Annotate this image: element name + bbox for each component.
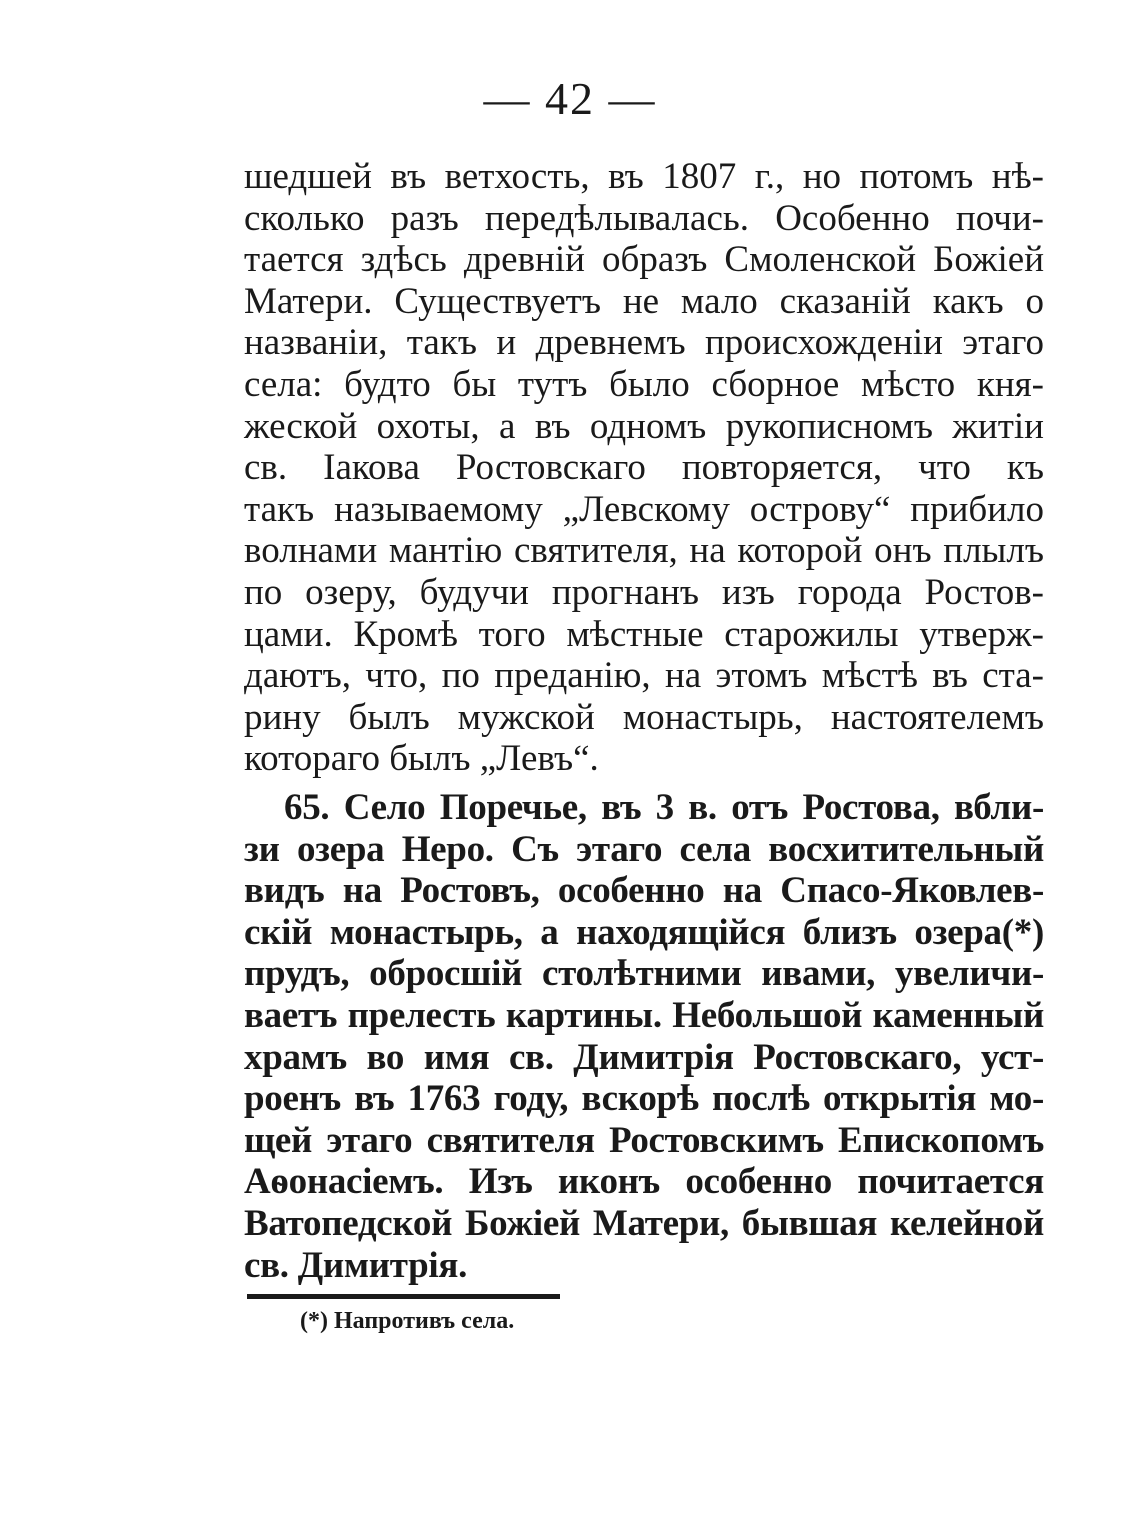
text-line: роенъ въ 1763 году, вскорѣ послѣ открытія мо-: [244, 1078, 1044, 1120]
text-line: даютъ, что, по преданію, на этомъ мѣстѣ въ ста-: [244, 655, 1044, 697]
text-line: шедшей въ ветхость, въ 1807 г., но потомъ нѣ-: [244, 156, 1044, 197]
text-line: такъ называемому „Левскому острову“ прибило: [244, 488, 1044, 530]
text-line: волнами мантію святителя, на которой онъ плылъ: [244, 530, 1044, 572]
text-line: сколько разъ передѣлывалась. Особенно почи-: [244, 197, 1044, 239]
footnote: (*) Напротивъ села.: [300, 1308, 515, 1334]
text-line: цами. Кромѣ того мѣстные старожилы утверж-: [244, 613, 1044, 655]
text-line: св. Димитрія.: [244, 1244, 468, 1286]
text-line: рину былъ мужской монастырь, настоятелемъ: [244, 696, 1044, 738]
footnote-separator: [247, 1294, 560, 1299]
text-line: Матери. Существуетъ не мало сказаній какъ о: [244, 280, 1044, 322]
text-line: зи озера Неро. Съ этаго села восхитительный: [244, 828, 1044, 870]
text-line: по озеру, будучи прогнанъ изъ города Ростов-: [244, 571, 1044, 613]
text-line: щей этаго святителя Ростовскимъ Епископомъ: [244, 1119, 1044, 1161]
text-line: тается здѣсь древній образъ Смоленской Божіей: [244, 239, 1044, 281]
text-line: видъ на Ростовъ, особенно на Спасо-Яковлев-: [244, 870, 1044, 912]
text-line: скій монастырь, а находящійся близъ озера(*): [244, 911, 1044, 953]
text-line: ваетъ прелесть картины. Небольшой каменный: [244, 994, 1044, 1036]
text-line: Ватопедской Божіей Матери, бывшая келейной: [244, 1202, 1044, 1244]
text-line: котораго былъ „Левъ“.: [244, 738, 599, 780]
page-number: — 42 —: [483, 73, 657, 124]
text-line: св. Іакова Ростовскаго повторяется, что къ: [244, 447, 1044, 489]
text-line: села: будто бы тутъ было сборное мѣсто кня-: [244, 363, 1044, 405]
text-line: жеской охоты, а въ одномъ рукописномъ житіи: [244, 405, 1044, 447]
text-line: храмъ во имя св. Димитрія Ростовскаго, уст-: [244, 1036, 1044, 1078]
paragraph-section-65: [244, 787, 1044, 1286]
text-line: прудъ, обросшій столѣтними ивами, увеличи-: [244, 953, 1044, 995]
text-line: названіи, такъ и древнемъ происхожденіи этаго: [244, 322, 1044, 364]
text-line: 65. Село Поречье, въ 3 в. отъ Ростова, вбли-: [284, 787, 1044, 828]
text-line: Аѳонасіемъ. Изъ иконъ особенно почитается: [244, 1161, 1044, 1203]
paragraph-village-history: [244, 156, 1044, 780]
